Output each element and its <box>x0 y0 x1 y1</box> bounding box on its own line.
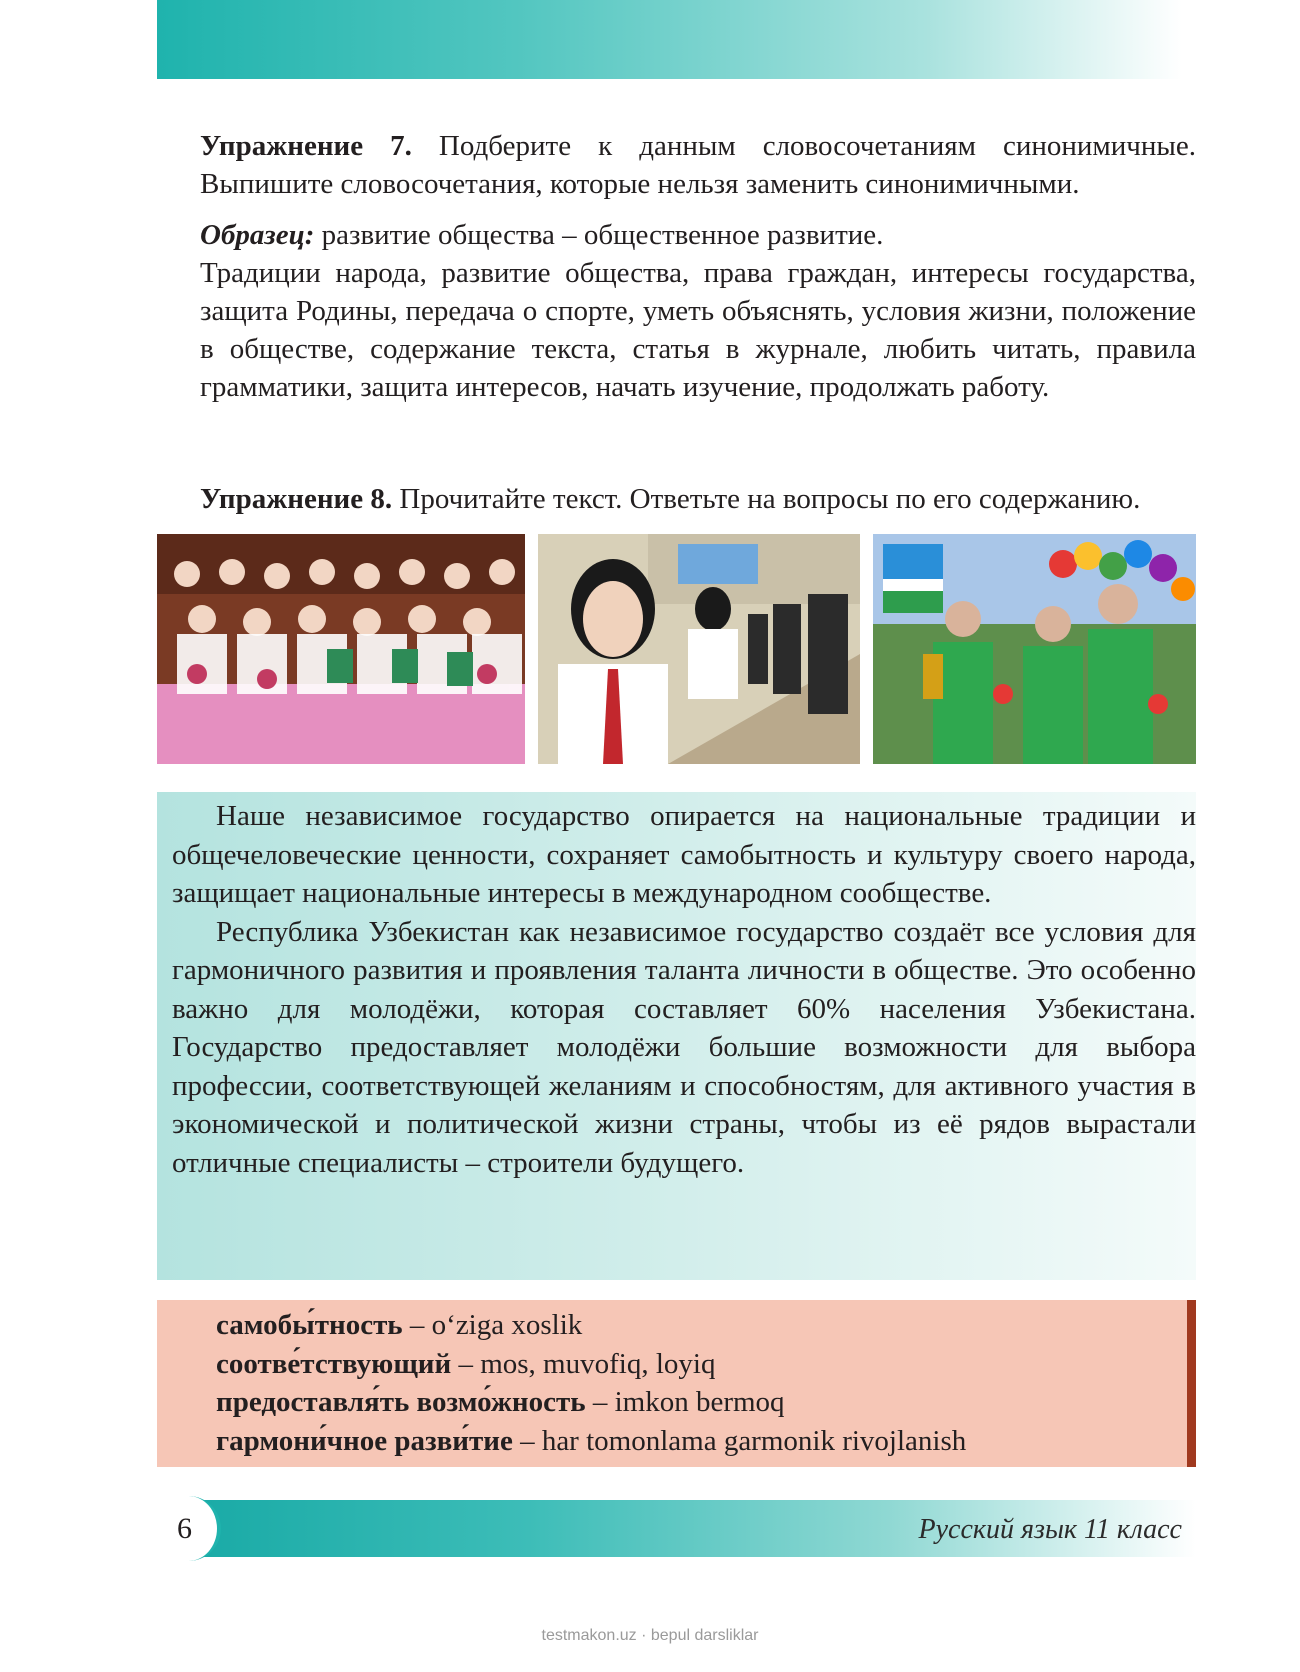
vocabulary-term: самобы́тность <box>216 1309 403 1341</box>
sample-text: развитие общества – общественное развитие. <box>314 219 884 251</box>
exercise-7-phrases <box>200 254 1196 406</box>
photo-group-of-girls <box>157 534 525 764</box>
exercise-7-sample <box>200 216 1196 254</box>
vocabulary-translation: – mos, muvofiq, loyiq <box>451 1347 716 1380</box>
exercise-7-instruction: Подберите к данным словосочетаниям синонимичные. Выпишите словосочетания, которые нельзя заменить синонимичными. <box>200 130 1197 200</box>
vocabulary-list <box>216 1306 1176 1460</box>
photo-computer-class <box>538 534 860 764</box>
phrases-text: Традиции народа, развитие общества, права граждан, интересы государства, защита Родины, передача о спорте, уметь объяснять, условия жизни, положение в обществе, содержание текста, статья в журнале, любить читать, правила грамматики, защита интересов, начать изучение, продолжать работу. <box>200 257 1196 403</box>
vocabulary-item <box>216 1422 1176 1461</box>
reading-paragraph-2: Республика Узбекистан как независимое государство создаёт все условия для гармоничного развития и проявления таланта личности в обществе. Это особенно важно для молодёжи, которая составляет 60% населения Узбекистана. Государство предоставляет молодёжи большие возможности для выбора профессии, соответствующей желаниям и способностям, для активного участия в экономической и политической жизни страны, чтобы из её рядов вырастали отличные специалисты – строители будущего. <box>172 915 1196 1179</box>
exercise-8-instruction: Прочитайте текст. Ответьте на вопросы по его содержанию. <box>392 483 1141 515</box>
exercise-7 <box>200 127 1196 203</box>
page-number: 6 <box>177 1512 192 1545</box>
photo-strip <box>157 534 1196 764</box>
vocabulary-term: гармони́чное разви́тие <box>216 1424 513 1457</box>
exercise-7-label: Упражнение 7. <box>200 130 412 162</box>
book-title: Русский язык 11 класс <box>918 1514 1182 1545</box>
vocabulary-term: предоставля́ть возмо́жность <box>216 1386 586 1418</box>
vocabulary-translation: – har tomonlama garmonik rivojlanish <box>512 1424 967 1457</box>
vocabulary-item <box>216 1383 1176 1422</box>
vocabulary-term: соотве́тствующий <box>216 1347 452 1380</box>
vocabulary-item <box>216 1306 1176 1345</box>
vocabulary-translation: – oʻziga xoslik <box>402 1309 583 1341</box>
exercise-8-label: Упражнение 8. <box>200 483 393 515</box>
photo-athletes-celebration <box>873 534 1196 764</box>
vocabulary-item <box>216 1345 1176 1384</box>
reading-text <box>172 797 1196 1182</box>
watermark: testmakon.uz · bepul darsliklar <box>541 1627 759 1644</box>
vocabulary-translation: – imkon bermoq <box>585 1386 785 1418</box>
header-bar <box>157 0 1182 79</box>
exercise-8 <box>200 480 1196 518</box>
reading-paragraph-1: Наше независимое государство опирается на национальные традиции и общечеловеческие ценности, сохраняет самобытность и культуру своего народа, защищает национальные интересы в международном сообществе. <box>172 800 1196 909</box>
sample-label: Образец: <box>200 219 315 251</box>
